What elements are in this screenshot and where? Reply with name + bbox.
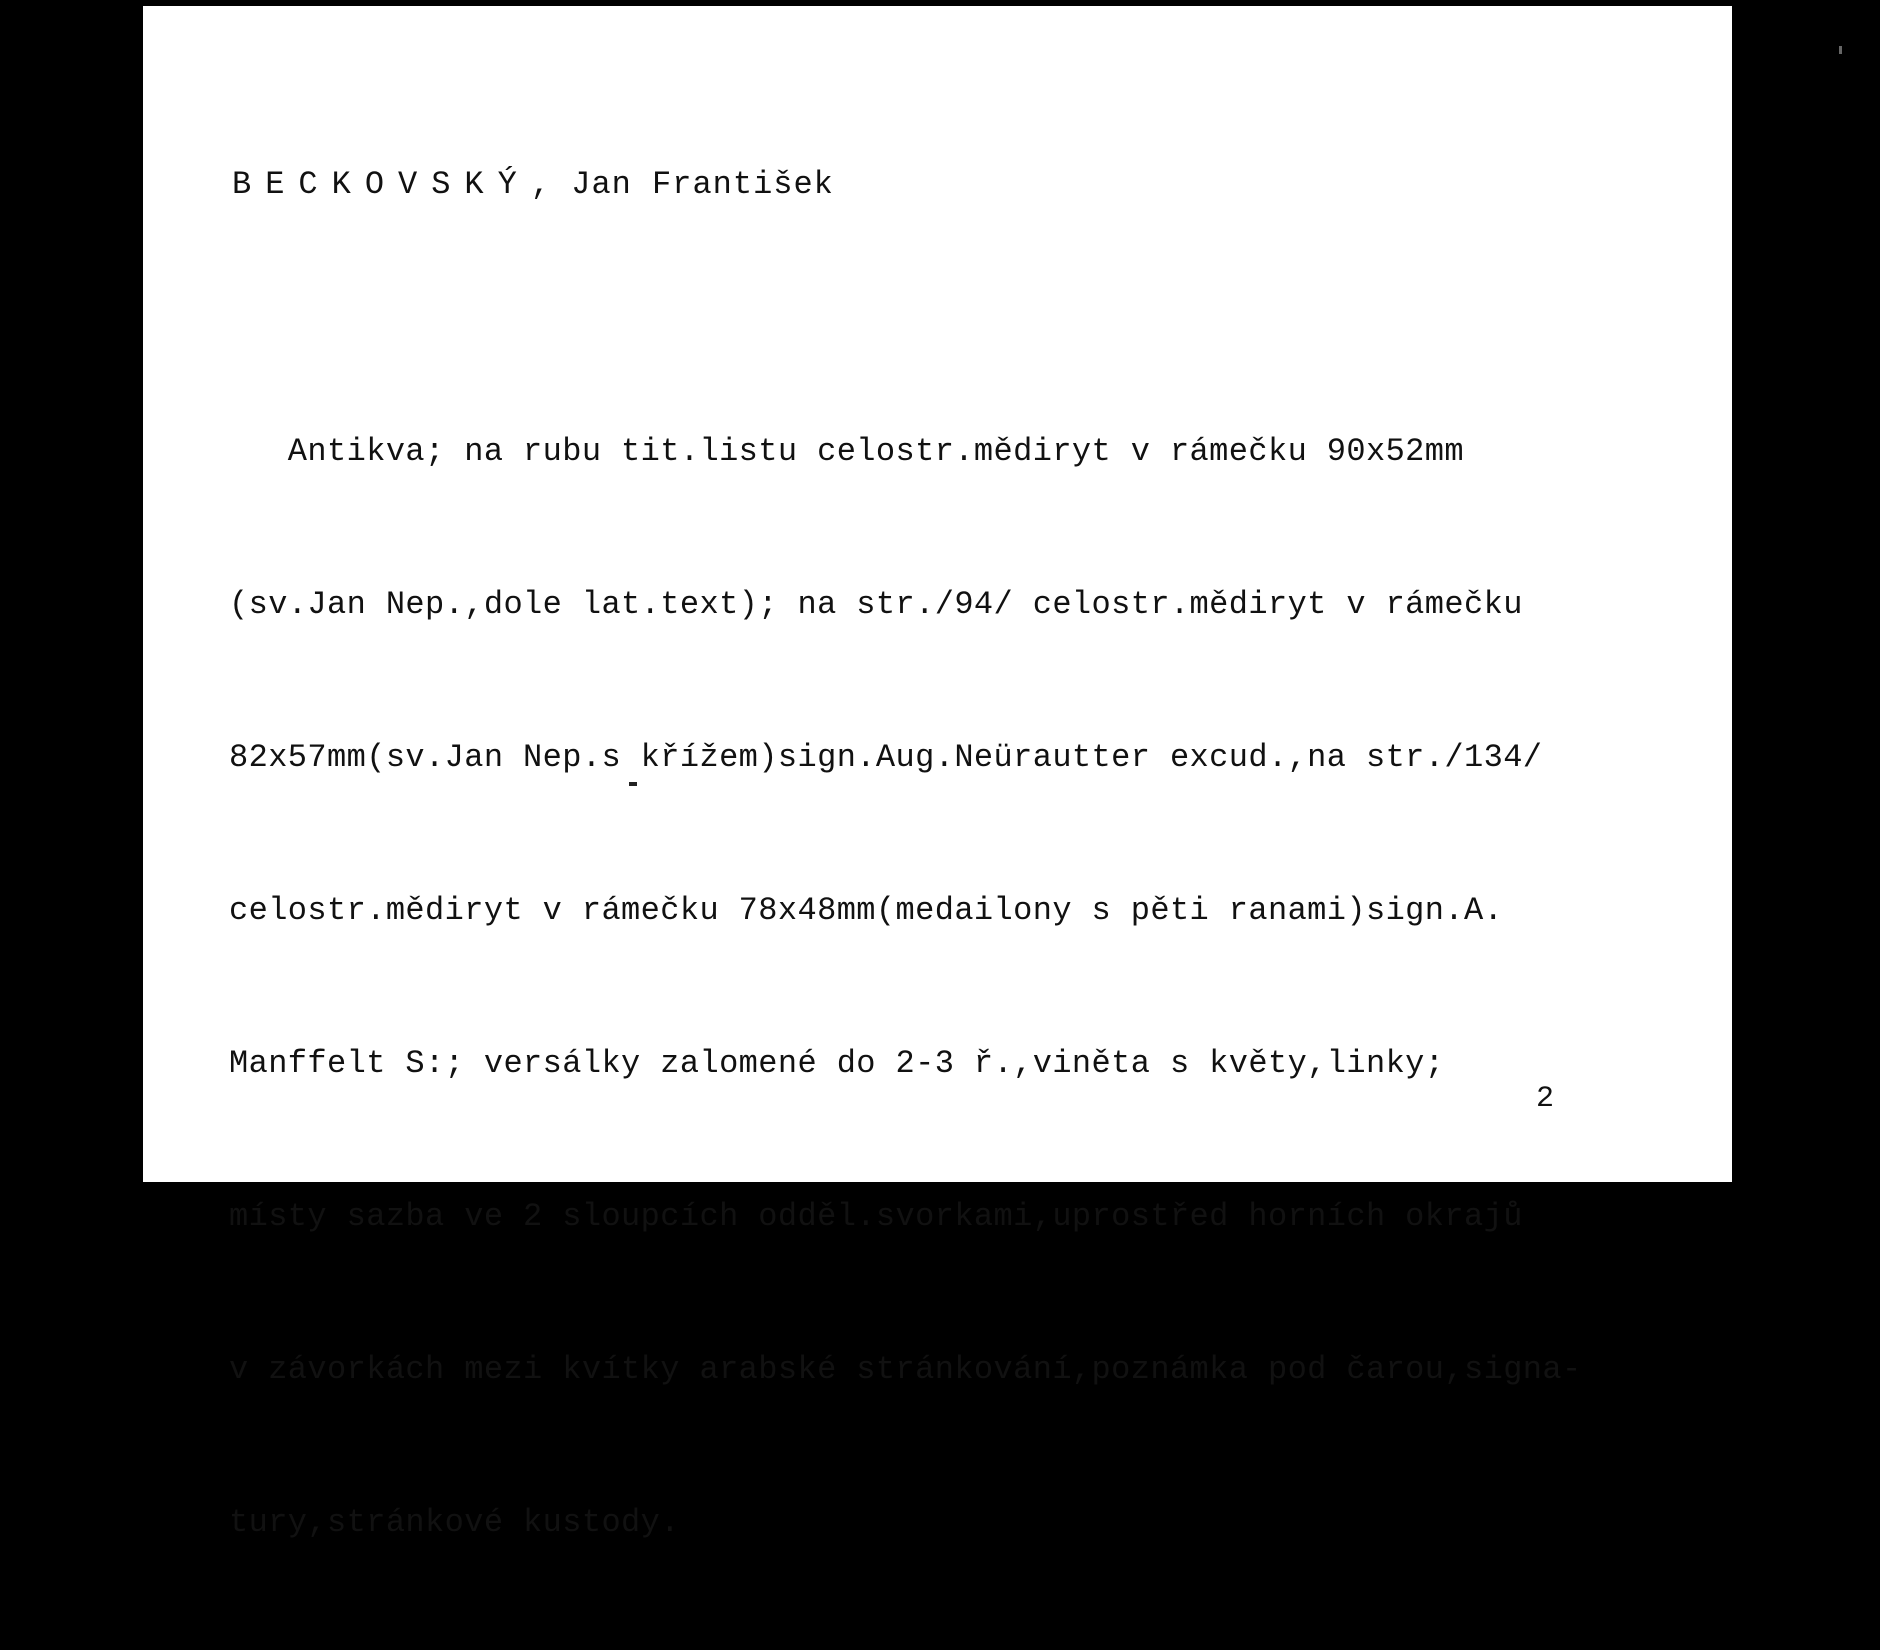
catalog-card <box>143 6 1732 1541</box>
author-given-names: Jan František <box>571 166 834 203</box>
description-line: Manffelt S:; versálky zalomené do 2-3 ř.,viněta s květy,linky; <box>229 1045 1445 1082</box>
card-heading <box>232 166 834 203</box>
description-line: místy sazba ve 2 sloupcích odděl.svorkami,uprostřed horních okrajů <box>229 1198 1523 1235</box>
page-number: 2 <box>1535 1082 1554 1116</box>
description-line: v závorkách mezi kvítky arabské stránkování,poznámka pod čarou,signa- <box>229 1351 1582 1388</box>
ink-speck <box>629 782 637 786</box>
card-description <box>229 324 1582 1650</box>
description-line: 82x57mm(sv.Jan Nep.s křížem)sign.Aug.Neürautter excud.,na str./134/ <box>229 739 1543 776</box>
scan-edge-mark <box>1839 46 1842 54</box>
heading-separator: , <box>530 166 572 203</box>
description-line: tury,stránkové kustody. <box>229 1504 680 1541</box>
author-surname: BECKOVSKÝ <box>232 166 531 203</box>
description-line: celostr.mědiryt v rámečku 78x48mm(medailony s pěti ranami)sign.A. <box>229 892 1504 929</box>
description-line: Antikva; na rubu tit.listu celostr.mědiryt v rámečku 90x52mm <box>229 433 1464 470</box>
description-line: (sv.Jan Nep.,dole lat.text); na str./94/ celostr.mědiryt v rámečku <box>229 586 1523 623</box>
